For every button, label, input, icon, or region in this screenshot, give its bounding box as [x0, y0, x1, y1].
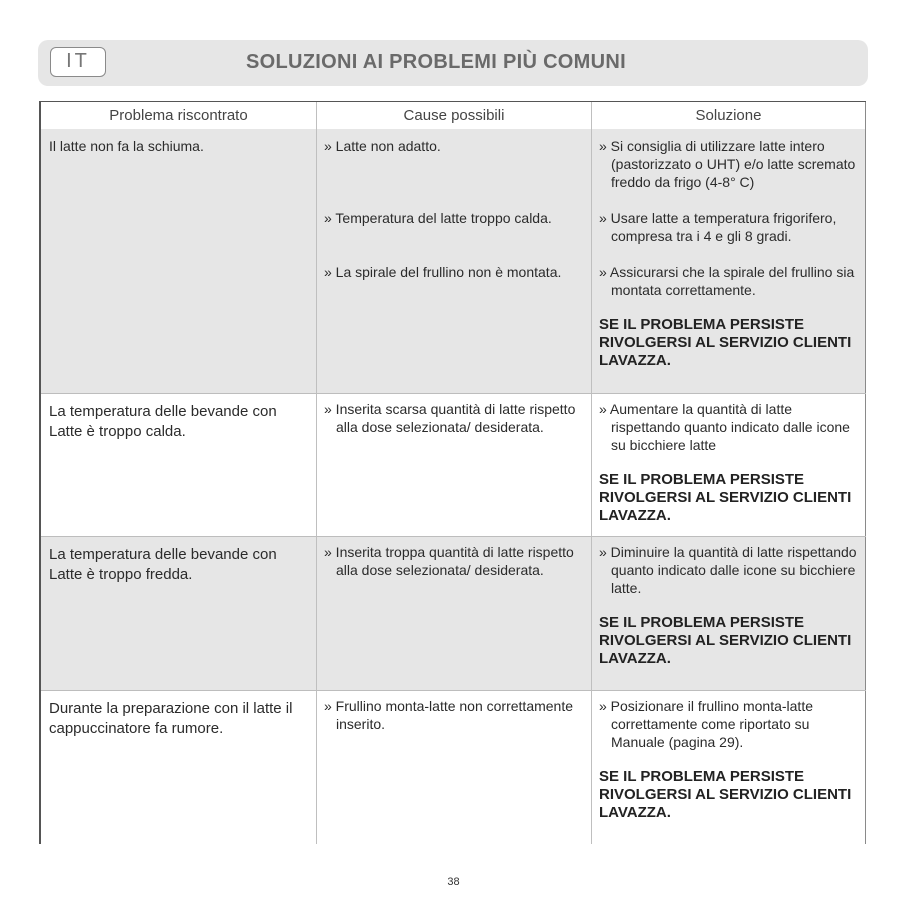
causes-cell	[317, 394, 592, 536]
solution-cell	[592, 129, 866, 393]
table-row	[41, 394, 866, 537]
persist-warning: SE IL PROBLEMA PERSISTE RIVOLGERSI AL SERVIZIO CLIENTI LAVAZZA.	[599, 768, 852, 821]
table-header-row	[41, 102, 866, 130]
language-badge: IT	[50, 47, 106, 77]
solution-cell	[592, 394, 866, 536]
causes-cell	[317, 537, 592, 690]
solution-item: » Posizionare il frullino monta-latte correttamente come riportato su Manuale (pagina 29).	[599, 698, 813, 750]
table-row	[41, 129, 866, 394]
section-header	[38, 40, 868, 86]
page-title: SOLUZIONI AI PROBLEMI PIÙ COMUNI	[246, 51, 626, 73]
solution-item: » Assicurarsi che la spirale del frullino sia montata correttamente.	[599, 264, 855, 298]
persist-warning: SE IL PROBLEMA PERSISTE RIVOLGERSI AL SERVIZIO CLIENTI LAVAZZA.	[599, 614, 852, 667]
column-header-causes: Cause possibili	[317, 102, 592, 129]
persist-warning: SE IL PROBLEMA PERSISTE RIVOLGERSI AL SERVIZIO CLIENTI LAVAZZA.	[599, 471, 852, 524]
page-number: 38	[447, 876, 460, 888]
cause-item: » Frullino monta-latte non correttamente inserito.	[324, 698, 574, 732]
problem-cell: Durante la preparazione con il latte il cappuccinatore fa rumore.	[41, 691, 317, 844]
solution-item: » Diminuire la quantità di latte rispettando quanto indicato dalle icone su bicchiere latte.	[599, 544, 857, 596]
cause-item: » Latte non adatto.	[324, 138, 441, 154]
solution-item: » Aumentare la quantità di latte rispettando quanto indicato dalle icone su bicchiere latte	[599, 401, 850, 453]
causes-cell	[317, 129, 592, 393]
column-header-problem: Problema riscontrato	[41, 102, 317, 129]
column-header-solution: Soluzione	[592, 102, 866, 129]
problem-cell: Il latte non fa la schiuma.	[41, 129, 317, 393]
cause-item: » Temperatura del latte troppo calda.	[324, 210, 552, 226]
solution-cell	[592, 537, 866, 690]
solution-cell	[592, 691, 866, 844]
causes-cell	[317, 691, 592, 844]
troubleshooting-table	[39, 101, 866, 844]
table-row	[41, 537, 866, 691]
cause-item: » Inserita scarsa quantità di latte rispetto alla dose selezionata/ desiderata.	[324, 401, 576, 435]
solution-item: » Usare latte a temperatura frigorifero, compresa tra i 4 e gli 8 gradi.	[599, 210, 837, 244]
solution-item: » Si consiglia di utilizzare latte intero (pastorizzato o UHT) e/o latte scremato freddo da frigo (4-8° C)	[599, 138, 856, 190]
persist-warning: SE IL PROBLEMA PERSISTE RIVOLGERSI AL SERVIZIO CLIENTI LAVAZZA.	[599, 316, 852, 369]
cause-item: » La spirale del frullino non è montata.	[324, 264, 562, 280]
problem-cell: La temperatura delle bevande con Latte è troppo calda.	[41, 394, 317, 536]
cause-item: » Inserita troppa quantità di latte rispetto alla dose selezionata/ desiderata.	[324, 544, 574, 578]
table-row	[41, 691, 866, 844]
problem-cell: La temperatura delle bevande con Latte è troppo fredda.	[41, 537, 317, 690]
